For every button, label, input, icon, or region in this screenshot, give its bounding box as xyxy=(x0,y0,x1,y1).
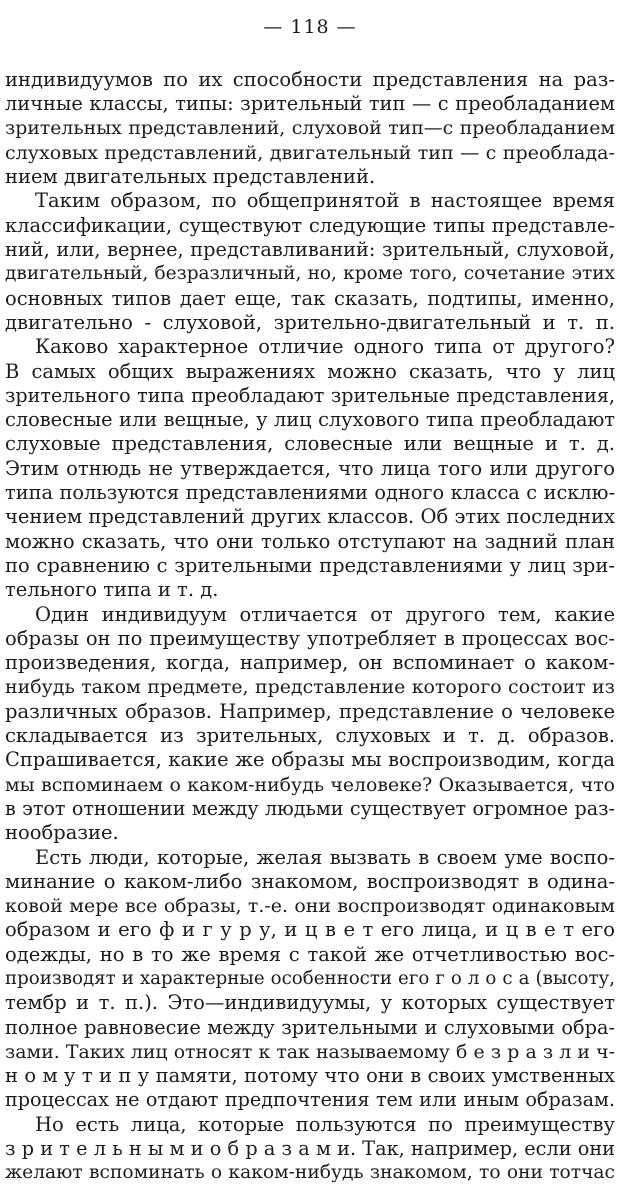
text-line: произведения, когда, например, он вспоминает о каком- xyxy=(5,651,615,675)
text-line: Каково характерное отличие одного типа от другого? xyxy=(35,335,615,359)
text-line: нибудь таком предмете, представление которого состоит из xyxy=(5,676,615,699)
body-text xyxy=(5,68,615,1186)
text-line: складывается из зрительных, слуховых и т. д. образов. xyxy=(5,724,615,748)
text-line: минание о каком-либо знакомом, воспроизводят в одина- xyxy=(5,869,615,893)
text-line: образы он по преимуществу употребляет в процессах вос- xyxy=(5,626,615,650)
text-line: образом и его ф и г у р у, и ц в е т его лица, и ц в е т его xyxy=(5,918,615,942)
text-line: Таким образом, по общепринятой в настоящее время xyxy=(35,189,615,213)
text-line: желают вспоминать о каком-нибудь знакомом, то они тотчас xyxy=(5,1162,615,1184)
text-line: зрительного типа преобладают зрительные представления, xyxy=(5,383,615,407)
text-line: мы вспоминаем о каком-нибудь человеке? Оказывается, что xyxy=(5,773,615,796)
text-line: ковой мере все образы, т.-е. они воспроизводят одинаковым xyxy=(5,895,615,918)
text-line: нообразие. xyxy=(5,821,119,845)
text-line: Но есть лица, которые пользуются по преимуществу xyxy=(35,1112,615,1136)
text-line: слуховые представления, словесные или вещные и т. д. xyxy=(5,432,615,456)
text-line: двигательный, безразличный, но, кроме того, сочетание этих xyxy=(5,263,615,285)
text-line: нием двигательных представлений. xyxy=(5,165,376,189)
text-line: словесные или вещные, у лиц слухового типа преобладают xyxy=(5,408,615,432)
text-line: можно сказать, что они только отступают на задний план xyxy=(5,529,615,553)
text-line: по сравнению с зрительными представлениями у лиц зри- xyxy=(5,553,615,577)
text-line: основных типов дает еще, так сказать, подтипы, именно, xyxy=(5,286,615,310)
text-line: слуховых представлений, двигательный тип — с преоблада- xyxy=(5,141,615,164)
text-line: классификации, существуют следующие типы представле- xyxy=(5,213,615,237)
text-line: н о м у т и п у памяти, потому что они в своих умственных xyxy=(5,1064,615,1088)
text-line: производят и характерные особенности его г о л о с а (высоту, xyxy=(5,967,615,989)
text-line: зами. Таких лиц относят к так называемому б е з р а з л и ч- xyxy=(5,1040,615,1063)
text-line: в этот отношении между людьми существует огромное раз- xyxy=(5,796,615,820)
text-line: тембр и т. п.). Это—индивидуумы, у которых существует xyxy=(5,991,615,1015)
text-line: В самых общих выражениях можно сказать, что у лиц xyxy=(5,359,615,383)
text-line: Один индивидуум отличается от другого тем, какие xyxy=(35,602,615,626)
text-line: ний, или, вернее, представливаний: зрительный, слуховой, xyxy=(5,238,615,262)
text-line: двигательно - слуховой, зрительно-двигательный и т. п. xyxy=(5,310,615,334)
text-line: индивидуумов по их способности представления на раз- xyxy=(5,68,615,91)
page-number: — 118 — xyxy=(263,16,357,38)
text-line: одежды, но в то же время с такой же отчетливостью вос- xyxy=(5,942,615,966)
text-line: зрительных представлений, слуховой тип—с преобладанием xyxy=(5,117,615,139)
text-line: полное равновесие между зрительными и слуховыми обра- xyxy=(5,1015,615,1039)
text-line: чением представлений других классов. Об этих последних xyxy=(5,505,615,529)
text-line: различных образов. Например, представление о человеке xyxy=(5,699,615,723)
text-line: Спрашивается, какие же образы мы воспроизводим, когда xyxy=(5,748,615,772)
text-line: тельного типа и т. д. xyxy=(5,578,219,602)
text-line: личные классы, типы: зрительный тип — с преобладанием xyxy=(5,92,615,116)
text-line: Есть люди, которые, желая вызвать в своем уме воспо- xyxy=(35,845,615,869)
text-line: з р и т е л ь н ы м и о б р а з а м и. Так, например, если они xyxy=(5,1137,615,1161)
text-line: Этим отнюдь не утверждается, что лица того или другого xyxy=(5,456,615,480)
text-line: типа пользуются представлениями одного класса с исклю- xyxy=(5,481,615,505)
text-line: процессах не отдают предпочтения тем или иным образам. xyxy=(5,1088,615,1112)
